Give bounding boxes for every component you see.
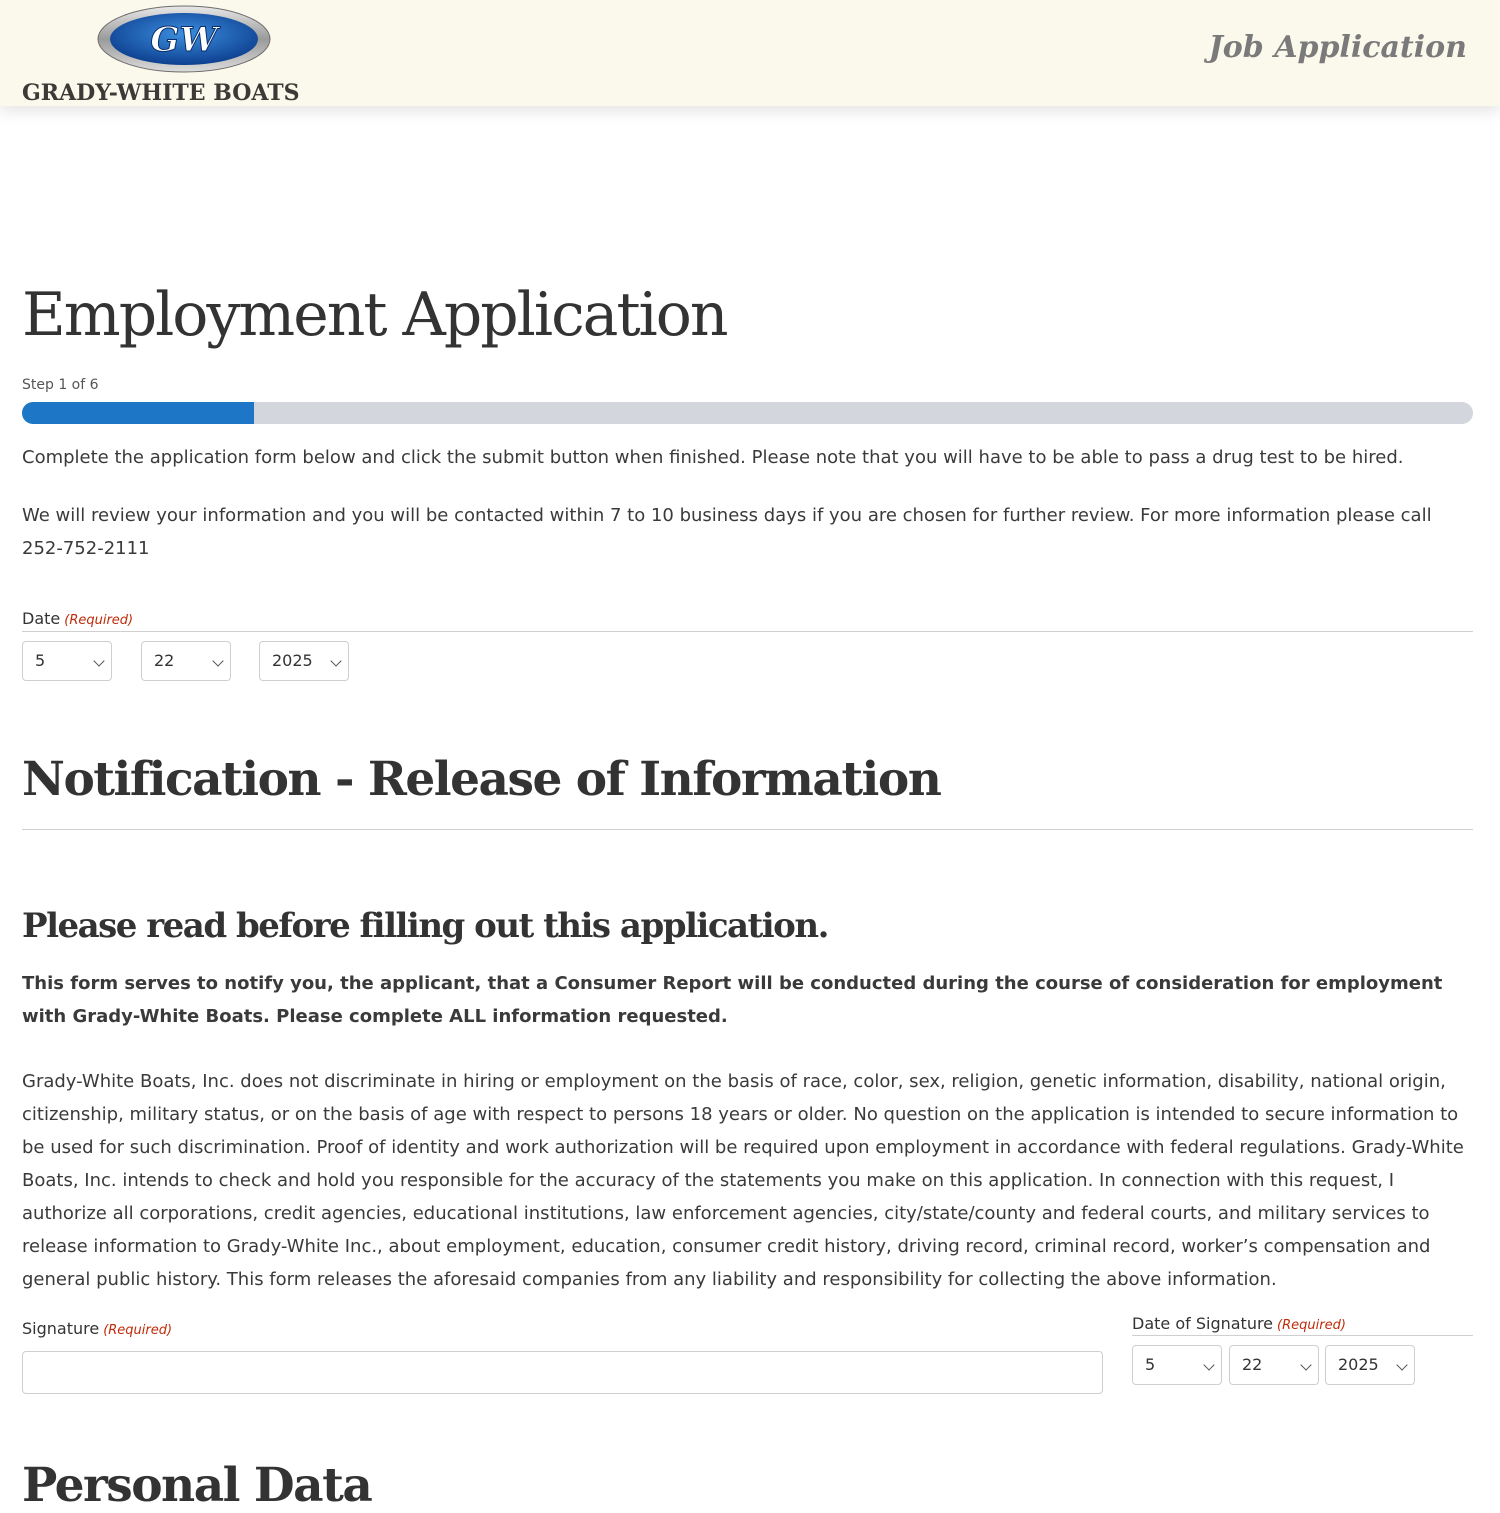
signature-day-value: 22 (1242, 1355, 1263, 1374)
progress-bar-fill (22, 402, 254, 424)
required-indicator: (Required) (64, 613, 134, 628)
date-label (22, 609, 133, 628)
progress-bar (22, 402, 1473, 424)
svg-text:GW: GW (150, 20, 218, 60)
signature-label (22, 1319, 172, 1338)
disclosure-paragraph: Grady-White Boats, Inc. does not discriminate in hiring or employment on the basis of race, color, sex, religion, genetic information, disability, national origin, citizenship, military status, or on the basis of age with respect to persons 18 years or older. No question on the application is intended to secure information to be used for such discrimination. Proof of identity and work authorization will be required upon employment in accordance with federal regulations. Grady-White Boats, Inc. intends to check and hold you responsible for the accuracy of the statements you make on this application. In connection with this request, I authorize all corporations, credit agencies, educational institutions, law enforcement agencies, city/state/county and federal courts, and military services to release information to Grady-White Inc., about employment, education, consumer credit history, driving record, criminal record, worker’s compensation and general public history. This form releases the aforesaid companies from any liability and responsibility for collecting the above information. (22, 1071, 1464, 1290)
page-title: Employment Application (22, 280, 727, 350)
divider (22, 631, 1473, 632)
signature-month-value: 5 (1145, 1355, 1156, 1374)
signature-year-value: 2025 (1338, 1355, 1379, 1374)
step-indicator: Step 1 of 6 (22, 377, 99, 393)
section-divider (22, 829, 1473, 830)
brand-name: GRADY-WHITE BOATS (22, 80, 300, 106)
date-year-value: 2025 (272, 651, 313, 670)
notice-heading: Please read before filling out this application. (22, 906, 828, 946)
date-month-select[interactable] (22, 641, 112, 681)
signature-day-select[interactable] (1229, 1345, 1319, 1385)
date-day-value: 22 (154, 651, 175, 670)
date-day-select[interactable] (141, 641, 231, 681)
divider (1132, 1335, 1473, 1336)
required-indicator: (Required) (103, 1323, 173, 1338)
next-section-title: Personal Data (22, 1458, 372, 1513)
contact-paragraph: We will review your information and you will be contacted within 7 to 10 business days if you are chosen for further review. For more information please call 252-752-2111 (22, 505, 1432, 559)
signature-label-text: Signature (22, 1319, 100, 1338)
signature-date-label (1132, 1314, 1346, 1333)
date-label-text: Date (22, 609, 61, 628)
signature-year-select[interactable] (1325, 1345, 1415, 1385)
gw-logo-icon (97, 5, 271, 73)
site-header (0, 0, 1500, 106)
chevron-down-icon (93, 655, 104, 666)
chevron-down-icon (1396, 1359, 1407, 1370)
signature-input[interactable] (22, 1351, 1103, 1394)
signature-date-label-text: Date of Signature (1132, 1314, 1274, 1333)
signature-month-select[interactable] (1132, 1345, 1222, 1385)
section-title: Notification - Release of Information (22, 752, 941, 807)
header-title: Job Application (1208, 30, 1467, 65)
chevron-down-icon (1203, 1359, 1214, 1370)
brand-logo[interactable] (97, 5, 271, 73)
chevron-down-icon (1300, 1359, 1311, 1370)
intro-paragraph: Complete the application form below and click the submit button when finished. Please note that you will have to be able to pass a drug test to be hired. (22, 447, 1404, 468)
date-year-select[interactable] (259, 641, 349, 681)
required-indicator: (Required) (1277, 1318, 1346, 1333)
date-month-value: 5 (35, 651, 46, 670)
consumer-report-notice: This form serves to notify you, the applicant, that a Consumer Report will be conducted during the course of consideration for employment with Grady-White Boats. Please complete ALL information requested. (22, 973, 1443, 1027)
chevron-down-icon (330, 655, 341, 666)
chevron-down-icon (212, 655, 223, 666)
